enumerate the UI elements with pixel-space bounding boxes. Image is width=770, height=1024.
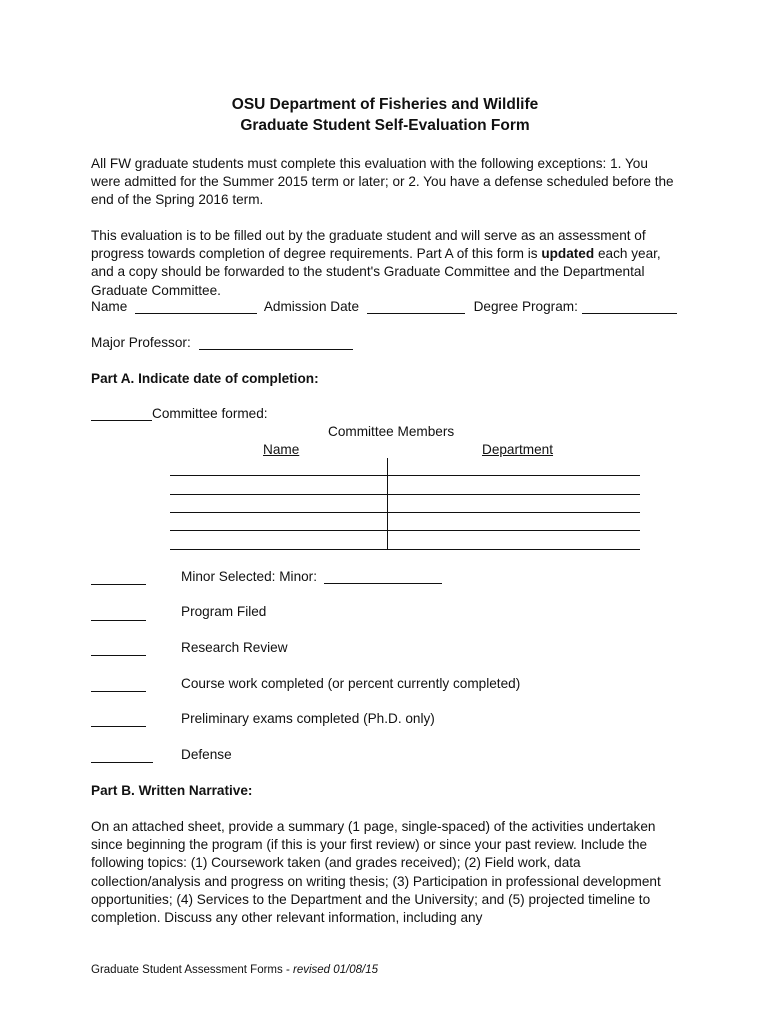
preliminary-exams-label: Preliminary exams completed (Ph.D. only) [181,711,435,726]
minor-selected-row [181,569,442,584]
research-review-date-field[interactable] [91,655,146,656]
major-professor-row [91,335,353,350]
intro-paragraph-purpose [91,227,681,300]
defense-date-field[interactable] [91,762,153,763]
footer-text: Graduate Student Assessment Forms - [91,964,293,976]
part-b-instructions: On an attached sheet, provide a summary (1 page, single-spaced) of the activities undertaken since beginning the program (if this is your first review) or since your past review. Include the following topics: (1) Coursework taken (and grades received); (2) Field work, data collection/analysis and progress on writing thesis; (3) Participation in professional development opportunities; (4) Services to the Department and the University; and (5) projected timeline to completion. Discuss any other relevant information, including any [91,819,661,926]
defense-label: Defense [181,747,232,762]
purpose-text-start: This evaluation is to be filled out by the graduate student and will serve as an assessment of progress towards completion of degree requirements. Part A of this form is [91,228,646,262]
name-field[interactable] [135,299,257,314]
major-professor-label: Major Professor: [91,335,191,350]
preliminary-exams-date-field[interactable] [91,726,146,727]
program-filed-date-field[interactable] [91,620,146,621]
committee-department-column-header: Department [482,442,554,457]
minor-selected-date-field[interactable] [91,584,146,585]
page-footer [91,964,378,976]
committee-row-line[interactable] [170,512,640,513]
form-title-department: OSU Department of Fisheries and Wildlife [231,96,539,113]
committee-row-line[interactable] [170,475,640,476]
program-filed-label: Program Filed [181,604,267,619]
purpose-text-end: each year, and a copy should be forwarded to the student's Graduate Committee and the Departmental Graduate Committee. [91,246,661,298]
committee-formed-label: Committee formed: [152,406,268,421]
student-info-row [91,299,677,314]
footer-revision-date: revised 01/08/15 [292,964,379,976]
course-work-label: Course work completed (or percent currently completed) [181,676,521,691]
degree-program-field[interactable] [582,299,677,314]
minor-field[interactable] [324,569,442,584]
part-a-heading: Part A. Indicate date of completion: [91,371,319,386]
committee-row-line[interactable] [170,494,640,495]
committee-name-column-header: Name [263,442,300,457]
admission-date-label: Admission Date [263,299,360,314]
committee-members-label: Committee Members [328,424,455,439]
name-label: Name [91,299,128,314]
part-b-heading: Part B. Written Narrative: [91,783,253,798]
degree-program-label: Degree Program: [473,299,578,314]
course-work-date-field[interactable] [91,691,146,692]
purpose-text-updated: updated [541,246,595,262]
minor-selected-label: Minor Selected: Minor: [181,569,317,584]
admission-date-field[interactable] [367,299,465,314]
committee-row-line[interactable] [170,549,640,550]
committee-row-line[interactable] [170,530,640,531]
committee-formed-row [91,406,268,421]
intro-paragraph-exceptions: All FW graduate students must complete this evaluation with the following exceptions: 1. You were admitted for the Summer 2015 term or later; or 2. You have a defense scheduled before the end of the Spring 2016 term. [91,156,674,208]
form-title: Graduate Student Self-Evaluation Form [240,117,530,134]
major-professor-field[interactable] [199,335,353,350]
research-review-label: Research Review [181,640,288,655]
committee-table-divider [387,458,388,549]
committee-formed-date-field[interactable] [91,406,152,421]
